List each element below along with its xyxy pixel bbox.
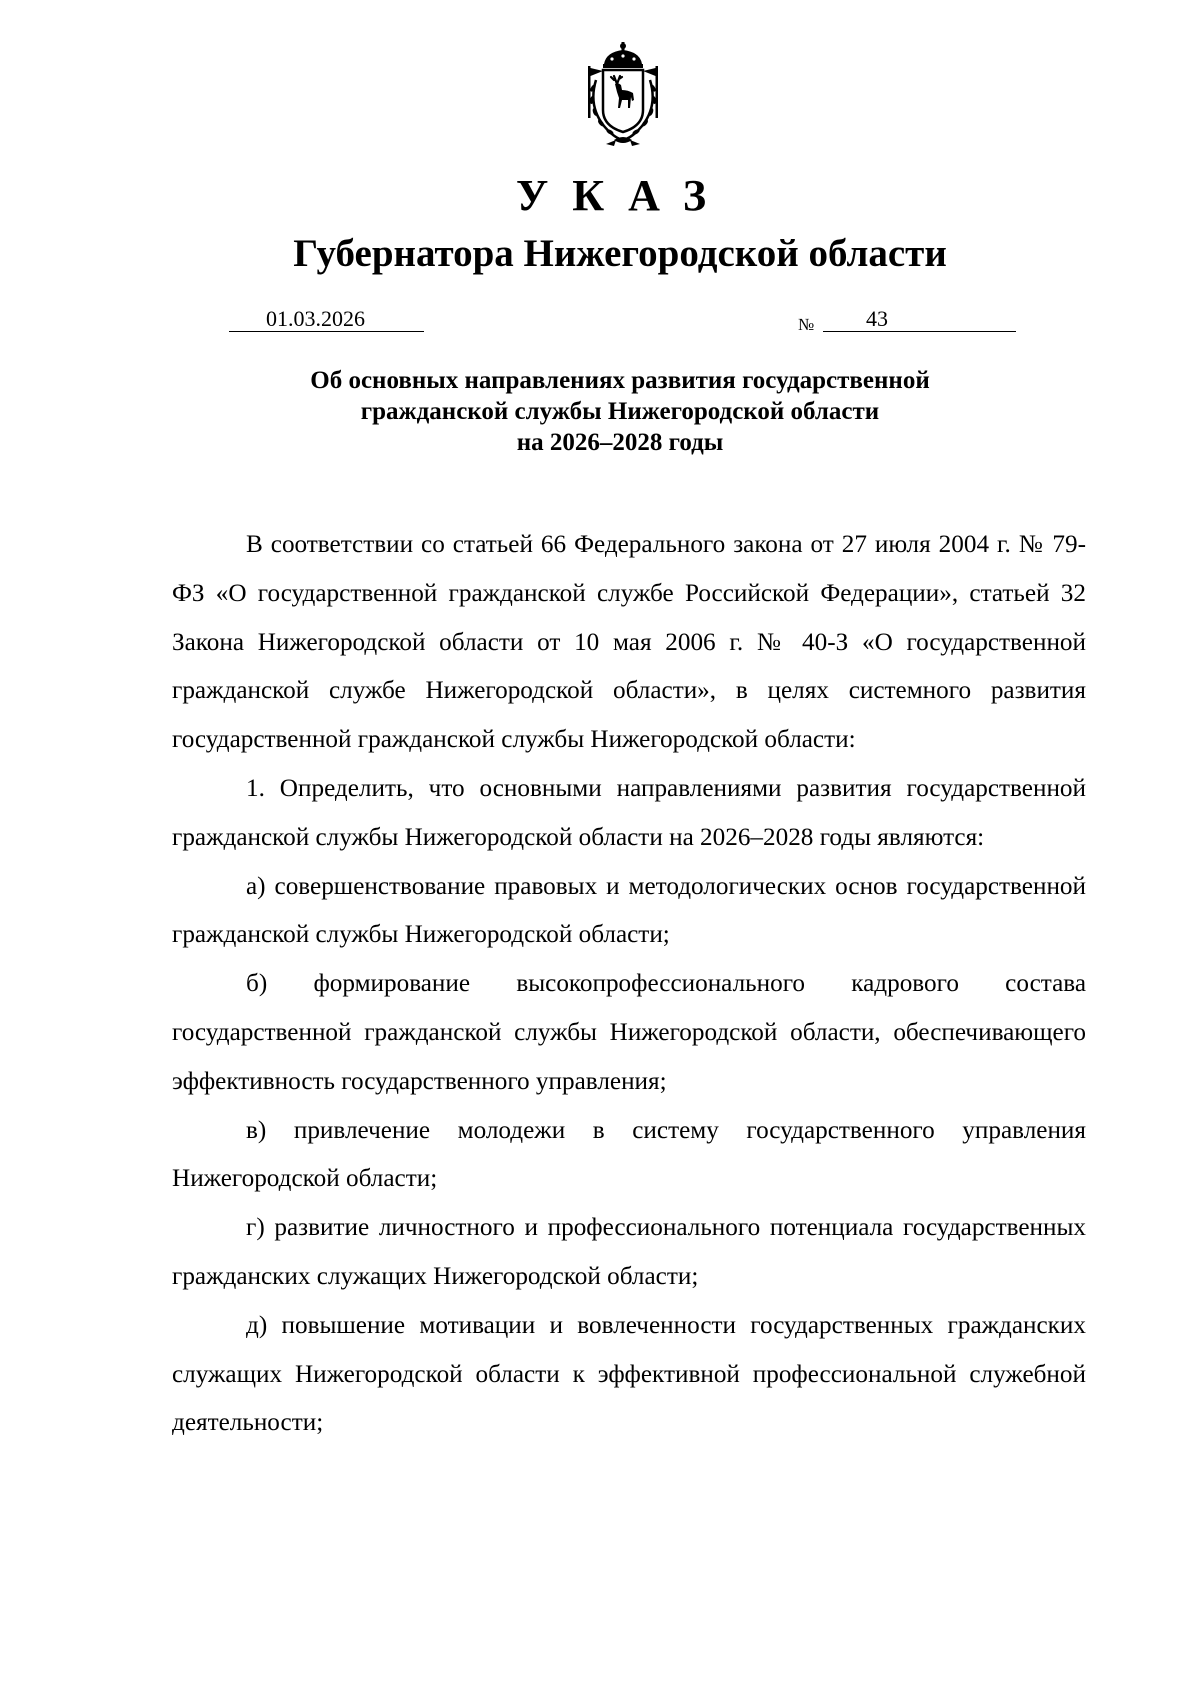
number-sign: №: [798, 315, 815, 334]
subclause-g-paragraph: г) развитие личностного и профессионального потенциала государственных гражданских служащих Нижегородской области;: [172, 1214, 1086, 1290]
document-title: [200, 365, 1040, 458]
nizhny-novgorod-coat-of-arms-icon: [570, 40, 676, 148]
subclause-a-paragraph: а) совершенствование правовых и методологических основ государственной гражданской службы Нижегородской области;: [172, 872, 1086, 949]
preamble-paragraph: В соответствии со статьей 66 Федерального закона от 27 июля 2004 г. № 79-ФЗ «О государственной гражданской службе Российской Федерации», статьей 32 Закона Нижегородской области от 10 мая 2006 г. № 40-З «О государственной гражданской службе Нижегородской области», в целях системного развития государственной гражданской службы Нижегородской области:: [172, 531, 1086, 754]
clause-1-paragraph: 1. Определить, что основными направлениями развития государственной гражданской службы Нижегородской области на 2026–2028 годы являются:: [172, 774, 1086, 851]
document-date: 01.03.2026: [266, 306, 365, 331]
title-line: Об основных направлениях развития государственной: [310, 367, 930, 394]
document-type-heading: УКАЗ: [515, 171, 731, 220]
date-underline: [229, 331, 424, 332]
subclause-b-paragraph: б) формирование высокопрофессионального кадрового состава государственной гражданской службы Нижегородской области, обеспечивающего эффективность государственного управления;: [172, 970, 1086, 1095]
number-underline: [823, 331, 1016, 332]
document-body: [172, 521, 1086, 1448]
subclause-d-paragraph: д) повышение мотивации и вовлеченности государственных гражданских служащих Нижегородской области к эффективной профессиональной служебной деятельности;: [172, 1311, 1086, 1437]
document-issuer-heading: Губернатора Нижегородской области: [293, 232, 947, 275]
title-line: на 2026–2028 годы: [516, 429, 724, 456]
title-line: гражданской службы Нижегородской области: [360, 398, 880, 425]
document-number: 43: [866, 306, 888, 331]
subclause-v-paragraph: в) привлечение молодежи в систему государственного управления Нижегородской области;: [172, 1116, 1086, 1193]
